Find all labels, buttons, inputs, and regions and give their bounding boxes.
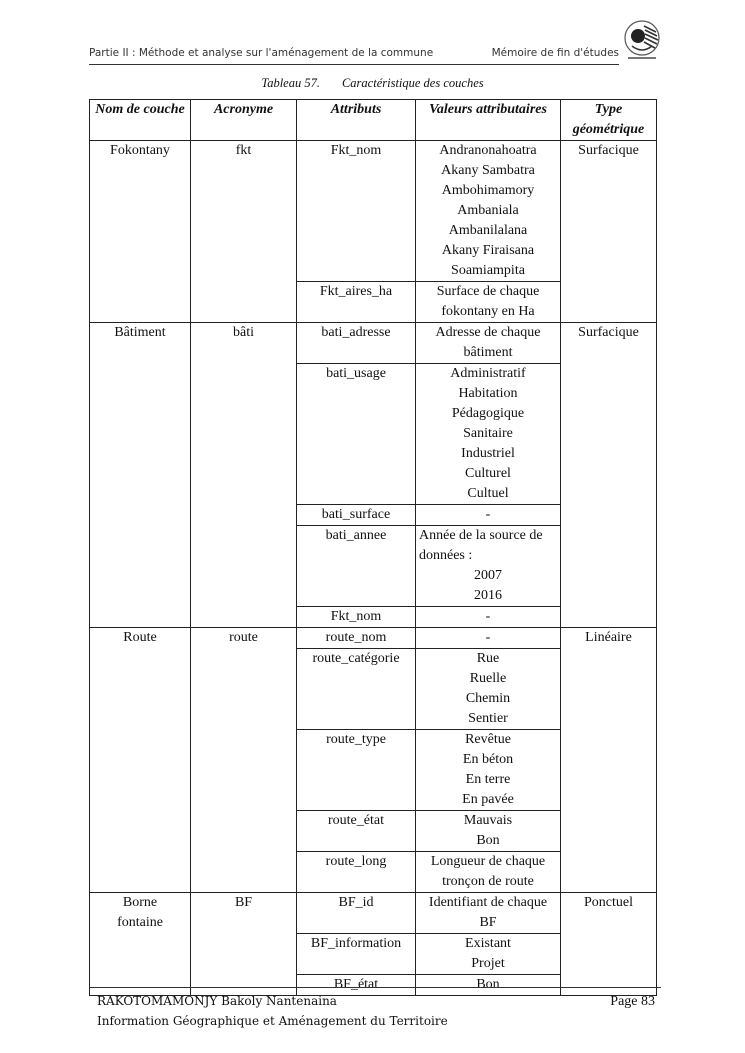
attribute-cell: Fkt_nom <box>297 141 416 282</box>
page-footer <box>89 987 661 1028</box>
values-cell <box>416 364 561 505</box>
value-line: Ambohimamory <box>441 183 535 198</box>
value-line: Année de la source de <box>419 528 543 543</box>
caption-title: Caractéristique des couches <box>341 76 484 90</box>
footer-page-number: Page 83 <box>610 994 655 1009</box>
layer-name-cell: Bâtiment <box>90 323 191 628</box>
layer-name-cell: Fokontany <box>90 141 191 323</box>
attribute-cell: BF_id <box>297 893 416 934</box>
values-cell: - <box>416 607 561 628</box>
acronym-cell: fkt <box>191 141 297 323</box>
header-document-type: Mémoire de fin d'études <box>491 47 619 59</box>
table-row <box>90 323 657 364</box>
geometry-type-cell: Ponctuel <box>561 893 657 996</box>
acronym-cell: route <box>191 628 297 893</box>
attribute-cell: bati_adresse <box>297 323 416 364</box>
value-line: Existant <box>465 936 511 951</box>
value-line: bâtiment <box>463 345 513 360</box>
values-cell <box>416 526 561 607</box>
geometry-type-cell: Surfacique <box>561 323 657 628</box>
values-cell <box>416 730 561 811</box>
value-line: Chemin <box>465 691 511 706</box>
value-line: Soamiampita <box>451 263 525 278</box>
value-line: Revêtue <box>465 732 511 747</box>
attribute-cell: BF_information <box>297 934 416 975</box>
attribute-cell: bati_surface <box>297 505 416 526</box>
value-line: Ambaniala <box>457 203 519 218</box>
footer-program: Information Géographique et Aménagement du Territoire <box>97 1014 448 1028</box>
value-line: fontaine <box>117 915 163 930</box>
value-line: Adresse de chaque <box>435 325 541 340</box>
attribute-cell: route_état <box>297 811 416 852</box>
value-line: Ambanilalana <box>448 223 528 238</box>
value-line: Bon <box>476 833 500 848</box>
table-header-row <box>90 100 657 141</box>
values-cell <box>416 649 561 730</box>
values-cell <box>416 323 561 364</box>
caption-label: Tableau 57. <box>261 76 320 90</box>
header-type: Type géométrique <box>561 100 657 141</box>
value-line: 2016 <box>474 588 502 603</box>
values-cell <box>416 934 561 975</box>
value-line: En terre <box>465 772 511 787</box>
header-acronyme: Acronyme <box>191 100 297 141</box>
header-attributs: Attributs <box>297 100 416 141</box>
layer-characteristics-table <box>89 99 657 996</box>
value-line: Sanitaire <box>463 426 513 441</box>
attribute-cell: BF_état <box>297 975 416 996</box>
value-line: Mauvais <box>463 813 513 828</box>
acronym-cell: BF <box>191 893 297 996</box>
values-cell: - <box>416 505 561 526</box>
value-line: Rue <box>476 651 500 666</box>
geometry-type-cell: Surfacique <box>561 141 657 323</box>
attribute-cell: Fkt_aires_ha <box>297 282 416 323</box>
footer-author: RAKOTOMAMONJY Bakoly Nantenaina <box>97 994 337 1008</box>
value-line: Borne <box>122 895 158 910</box>
value-line: Administratif <box>450 366 526 381</box>
value-line: Pédagogique <box>451 406 525 421</box>
value-line: Longueur de chaque <box>430 854 546 869</box>
layer-name-cell: Route <box>90 628 191 893</box>
table-caption <box>0 76 745 91</box>
values-cell <box>416 282 561 323</box>
value-line: Sentier <box>468 711 508 726</box>
table-row <box>90 628 657 649</box>
attribute-cell: route_nom <box>297 628 416 649</box>
page-header <box>89 44 619 65</box>
value-line: tronçon de route <box>442 874 534 889</box>
header-nom-couche: Nom de couche <box>90 100 191 141</box>
value-line: 2007 <box>474 568 502 583</box>
values-cell: Bon <box>416 975 561 996</box>
value-line: Identifiant de chaque <box>428 895 548 910</box>
values-cell <box>416 852 561 893</box>
attribute-cell: route_type <box>297 730 416 811</box>
value-line: BF <box>479 915 497 930</box>
value-line: Industriel <box>461 446 515 461</box>
value-line: Projet <box>471 956 505 971</box>
table-row <box>90 141 657 282</box>
header-valeurs: Valeurs attributaires <box>416 100 561 141</box>
value-line: Culturel <box>465 466 511 481</box>
geometry-type-cell: Linéaire <box>561 628 657 893</box>
value-line: fokontany en Ha <box>441 304 535 319</box>
value-line: Akany Sambatra <box>441 163 535 178</box>
attribute-cell: bati_annee <box>297 526 416 607</box>
value-line: Akany Firaisana <box>441 243 535 258</box>
attribute-cell: route_catégorie <box>297 649 416 730</box>
university-seal-icon <box>620 18 664 62</box>
value-line: Ruelle <box>469 671 507 686</box>
layer-name-cell <box>90 893 191 996</box>
table-row <box>90 893 657 934</box>
value-line: En béton <box>462 752 514 767</box>
value-line: Surface de chaque <box>436 284 540 299</box>
values-cell: - <box>416 628 561 649</box>
acronym-cell: bâti <box>191 323 297 628</box>
value-line: Habitation <box>458 386 518 401</box>
values-cell <box>416 893 561 934</box>
attribute-cell: bati_usage <box>297 364 416 505</box>
value-line: En pavée <box>462 792 514 807</box>
attribute-cell: route_long <box>297 852 416 893</box>
value-line: données : <box>419 548 473 563</box>
values-cell <box>416 141 561 282</box>
header-part-title: Partie II : Méthode et analyse sur l'aménagement de la commune <box>89 47 434 59</box>
value-line: Cultuel <box>467 486 509 501</box>
values-cell <box>416 811 561 852</box>
value-line: Andranonahoatra <box>439 143 537 158</box>
attribute-cell: Fkt_nom <box>297 607 416 628</box>
